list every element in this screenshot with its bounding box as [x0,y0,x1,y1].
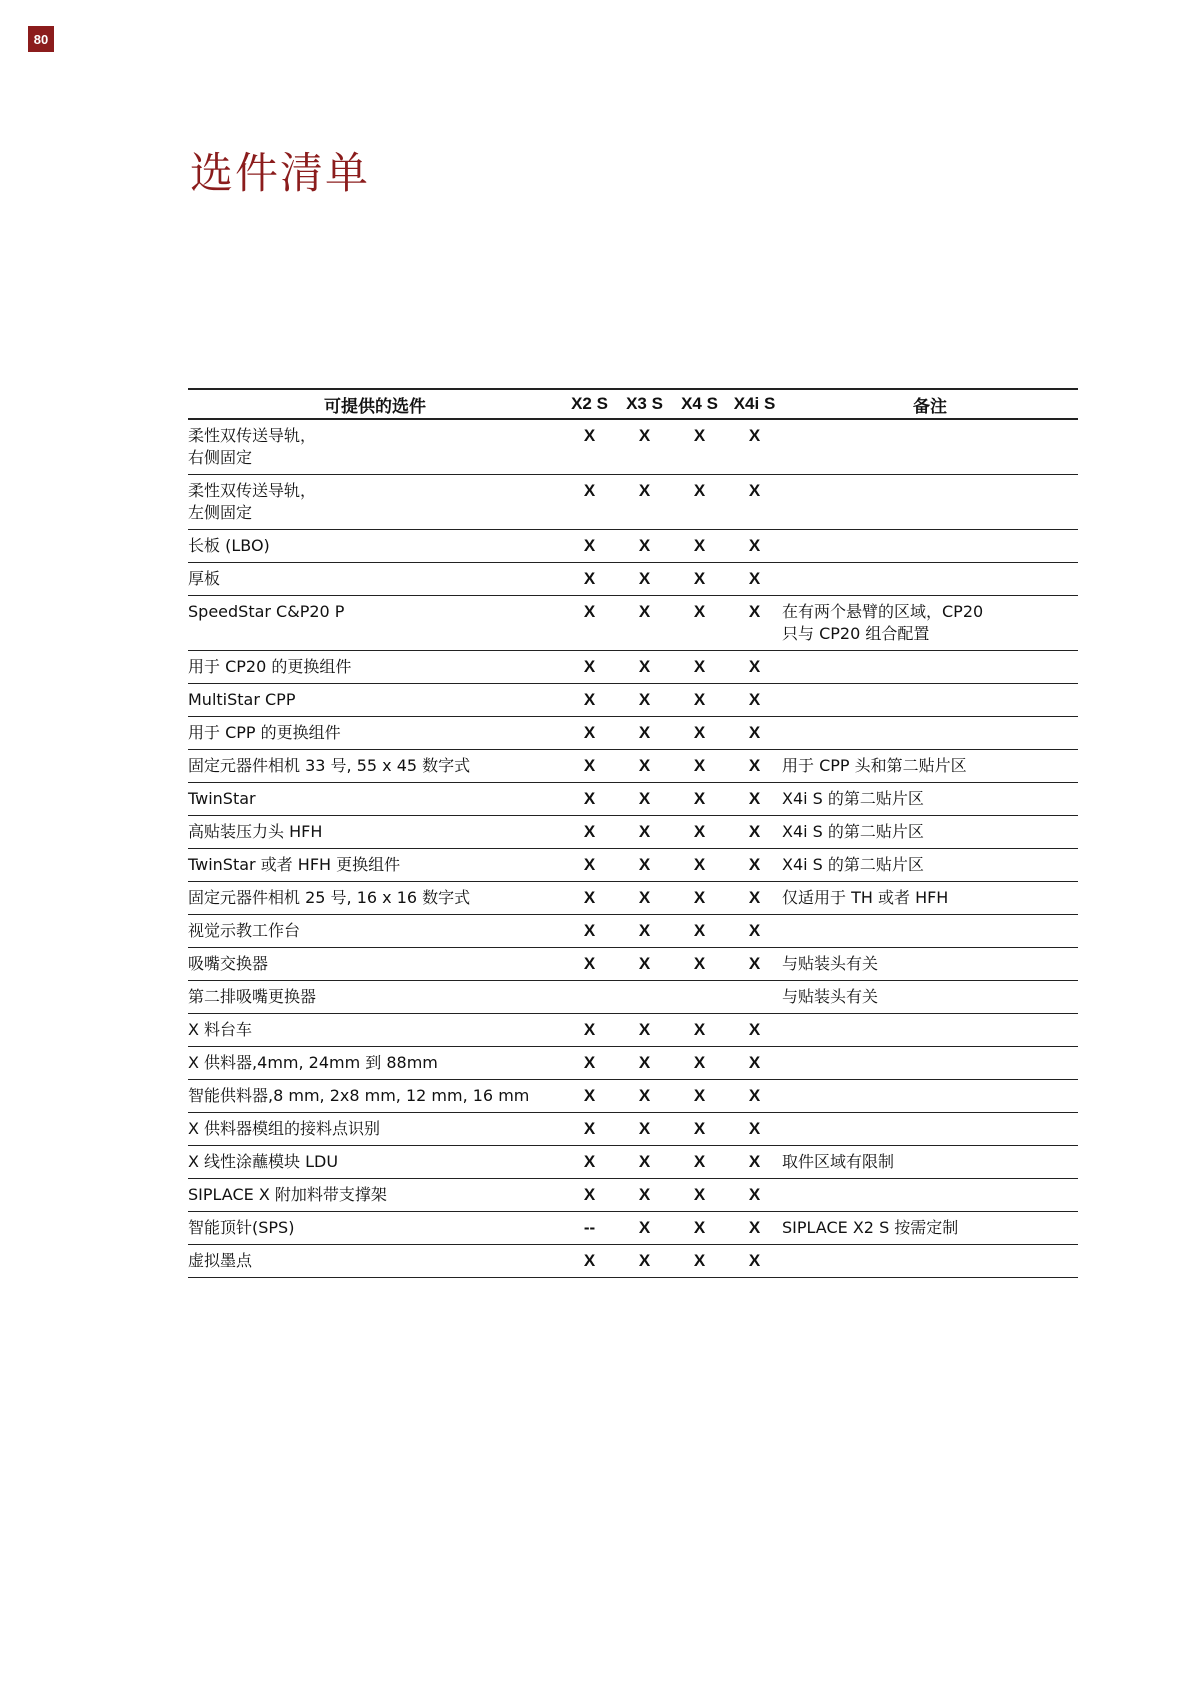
availability-x2s: X [562,783,617,816]
table-row [188,530,1078,563]
availability-x4is: X [727,530,782,563]
option-name: TwinStar [188,789,256,808]
table-row [188,750,1078,783]
availability-x4s: X [672,783,727,816]
header-note: 备注 [782,389,1078,419]
availability-x4s: X [672,750,727,783]
option-name-cell [188,1014,562,1047]
availability-x2s: -- [562,1212,617,1245]
availability-x2s: X [562,717,617,750]
option-name: 智能供料器,8 mm, 2x8 mm, 12 mm, 16 mm [188,1086,530,1105]
availability-x4s: X [672,1146,727,1179]
page-number-badge: 80 [28,26,54,52]
availability-x2s: X [562,1047,617,1080]
availability-x4s: X [672,948,727,981]
table-row [188,816,1078,849]
note-cell [782,981,1078,1014]
availability-x4is: X [727,882,782,915]
availability-x2s: X [562,563,617,596]
availability-x4is: X [727,475,782,530]
availability-x3s [617,981,672,1014]
availability-x3s: X [617,1080,672,1113]
note-text: 取件区域有限制 [782,1152,895,1171]
availability-x4s: X [672,816,727,849]
table-row [188,651,1078,684]
availability-x4s: X [672,1113,727,1146]
availability-x2s: X [562,684,617,717]
option-name: 柔性双传送导轨， [188,426,317,445]
option-name-cell [188,651,562,684]
table-row [188,1080,1078,1113]
note-text: 仅适用于 TH 或者 HFH [782,888,949,907]
availability-x4s: X [672,1047,727,1080]
option-name: 虚拟墨点 [188,1251,253,1270]
option-name-cell [188,1245,562,1278]
availability-x4is: X [727,849,782,882]
option-name: 柔性双传送导轨， [188,481,317,500]
availability-x4is: X [727,419,782,475]
availability-x3s: X [617,651,672,684]
availability-x4is: X [727,915,782,948]
table-header-row [188,389,1078,419]
availability-x4is [727,981,782,1014]
availability-x2s: X [562,1113,617,1146]
availability-x2s: X [562,1080,617,1113]
availability-x2s: X [562,1179,617,1212]
availability-x4s: X [672,1179,727,1212]
availability-x4s: X [672,419,727,475]
table-row [188,882,1078,915]
availability-x4is: X [727,563,782,596]
availability-x4s: X [672,530,727,563]
note-text: 在有两个悬臂的区域，CP20 [782,602,984,621]
note-text: 用于 CPP 头和第二贴片区 [782,756,967,775]
option-name-line2: 左侧固定 [188,503,253,522]
option-name-cell [188,1179,562,1212]
availability-x4is: X [727,1146,782,1179]
table-row [188,948,1078,981]
availability-x2s: X [562,948,617,981]
option-name-cell [188,1146,562,1179]
note-cell [782,596,1078,651]
availability-x3s: X [617,1014,672,1047]
option-name-cell [188,981,562,1014]
availability-x4s: X [672,475,727,530]
availability-x2s: X [562,1245,617,1278]
availability-x4s: X [672,596,727,651]
table-row [188,1179,1078,1212]
availability-x4is: X [727,717,782,750]
option-name: 用于 CPP 的更换组件 [188,723,341,742]
option-name: 用于 CP20 的更换组件 [188,657,352,676]
note-cell [782,783,1078,816]
availability-x4s: X [672,915,727,948]
note-text: X4i S 的第二贴片区 [782,789,924,808]
availability-x4s: X [672,717,727,750]
availability-x2s: X [562,849,617,882]
availability-x4s: X [672,1080,727,1113]
availability-x3s: X [617,783,672,816]
note-text-line2: 只与 CP20 组合配置 [782,624,930,643]
availability-x2s: X [562,475,617,530]
availability-x2s: X [562,419,617,475]
availability-x4s: X [672,651,727,684]
header-option: 可提供的选件 [188,389,562,419]
availability-x3s: X [617,1047,672,1080]
option-name-cell [188,849,562,882]
option-name: TwinStar 或者 HFH 更换组件 [188,855,401,874]
table-row [188,596,1078,651]
option-name-line2: 右侧固定 [188,448,253,467]
note-cell [782,419,1078,475]
availability-x3s: X [617,419,672,475]
availability-x4is: X [727,783,782,816]
option-name-cell [188,1080,562,1113]
note-cell [782,1146,1078,1179]
availability-x3s: X [617,1113,672,1146]
availability-x3s: X [617,1245,672,1278]
note-cell [782,717,1078,750]
availability-x3s: X [617,1146,672,1179]
note-cell [782,563,1078,596]
availability-x3s: X [617,948,672,981]
option-name-cell [188,563,562,596]
availability-x4is: X [727,1113,782,1146]
note-cell [782,915,1078,948]
header-x3s: X3 S [617,389,672,419]
availability-x2s [562,981,617,1014]
table-row [188,1245,1078,1278]
option-name-cell [188,419,562,475]
note-cell [782,475,1078,530]
availability-x4is: X [727,948,782,981]
table-row [188,915,1078,948]
option-name: 厚板 [188,569,221,588]
note-cell [782,1113,1078,1146]
availability-x2s: X [562,915,617,948]
option-name-cell [188,915,562,948]
option-name: 长板 (LBO) [188,536,270,555]
availability-x4is: X [727,684,782,717]
table-row [188,475,1078,530]
note-text: SIPLACE X2 S 按需定制 [782,1218,959,1237]
table-row [188,1212,1078,1245]
availability-x4s: X [672,849,727,882]
note-cell [782,816,1078,849]
option-name: 固定元器件相机 33 号, 55 x 45 数字式 [188,756,471,775]
note-cell [782,684,1078,717]
option-name: X 线性涂蘸模块 LDU [188,1152,339,1171]
option-name: 高贴装压力头 HFH [188,822,323,841]
note-cell [782,651,1078,684]
table-row [188,563,1078,596]
availability-x4s [672,981,727,1014]
option-name: 固定元器件相机 25 号, 16 x 16 数字式 [188,888,471,907]
table-row [188,684,1078,717]
option-name-cell [188,475,562,530]
table-body [188,419,1078,1278]
page-title: 选件清单 [190,149,370,199]
header-x2s: X2 S [562,389,617,419]
option-name-cell [188,750,562,783]
option-name: 智能顶针(SPS) [188,1218,295,1237]
note-cell [782,750,1078,783]
availability-x4is: X [727,1245,782,1278]
availability-x4is: X [727,1179,782,1212]
option-name-cell [188,948,562,981]
option-name: X 供料器模组的接料点识别 [188,1119,381,1138]
note-cell [782,849,1078,882]
option-name-cell [188,1113,562,1146]
availability-x3s: X [617,684,672,717]
availability-x3s: X [617,915,672,948]
table-row [188,717,1078,750]
availability-x2s: X [562,816,617,849]
availability-x4is: X [727,1047,782,1080]
options-table [188,388,1078,1278]
note-text: X4i S 的第二贴片区 [782,822,924,841]
availability-x4is: X [727,816,782,849]
note-cell [782,1014,1078,1047]
option-name-cell [188,882,562,915]
header-x4is: X4i S [727,389,782,419]
note-cell [782,1245,1078,1278]
table-row [188,1014,1078,1047]
availability-x4s: X [672,1212,727,1245]
option-name-cell [188,783,562,816]
availability-x3s: X [617,475,672,530]
option-name-cell [188,816,562,849]
option-name: 视觉示教工作台 [188,921,301,940]
availability-x4is: X [727,1080,782,1113]
note-text: 与贴装头有关 [782,987,879,1006]
option-name-cell [188,717,562,750]
availability-x4is: X [727,651,782,684]
table-row [188,1047,1078,1080]
availability-x3s: X [617,1179,672,1212]
option-name-cell [188,596,562,651]
availability-x2s: X [562,530,617,563]
availability-x3s: X [617,563,672,596]
availability-x4is: X [727,1014,782,1047]
availability-x3s: X [617,530,672,563]
availability-x2s: X [562,1146,617,1179]
availability-x2s: X [562,596,617,651]
availability-x3s: X [617,882,672,915]
note-text: 与贴装头有关 [782,954,879,973]
availability-x4s: X [672,1014,727,1047]
availability-x4is: X [727,596,782,651]
table-row [188,1113,1078,1146]
option-name: 第二排吸嘴更换器 [188,987,317,1006]
availability-x3s: X [617,1212,672,1245]
table-row [188,849,1078,882]
option-name-cell [188,1047,562,1080]
note-cell [782,1212,1078,1245]
option-name-cell [188,684,562,717]
availability-x3s: X [617,849,672,882]
availability-x2s: X [562,1014,617,1047]
option-name: 吸嘴交换器 [188,954,269,973]
note-cell [782,1080,1078,1113]
option-name: X 料台车 [188,1020,253,1039]
availability-x2s: X [562,750,617,783]
availability-x3s: X [617,596,672,651]
table-row [188,419,1078,475]
availability-x3s: X [617,816,672,849]
availability-x3s: X [617,717,672,750]
availability-x4is: X [727,1212,782,1245]
option-name: MultiStar CPP [188,690,296,709]
option-name: X 供料器,4mm, 24mm 到 88mm [188,1053,438,1072]
availability-x3s: X [617,750,672,783]
option-name: SpeedStar C&P20 P [188,602,345,621]
note-cell [782,882,1078,915]
availability-x4s: X [672,563,727,596]
availability-x2s: X [562,651,617,684]
availability-x4is: X [727,750,782,783]
note-cell [782,1047,1078,1080]
availability-x4s: X [672,882,727,915]
note-text: X4i S 的第二贴片区 [782,855,924,874]
availability-x2s: X [562,882,617,915]
availability-x4s: X [672,684,727,717]
table-row [188,981,1078,1014]
availability-x4s: X [672,1245,727,1278]
note-cell [782,948,1078,981]
note-cell [782,1179,1078,1212]
table-row [188,1146,1078,1179]
table-row [188,783,1078,816]
header-x4s: X4 S [672,389,727,419]
option-name: SIPLACE X 附加料带支撑架 [188,1185,387,1204]
note-cell [782,530,1078,563]
option-name-cell [188,1212,562,1245]
option-name-cell [188,530,562,563]
